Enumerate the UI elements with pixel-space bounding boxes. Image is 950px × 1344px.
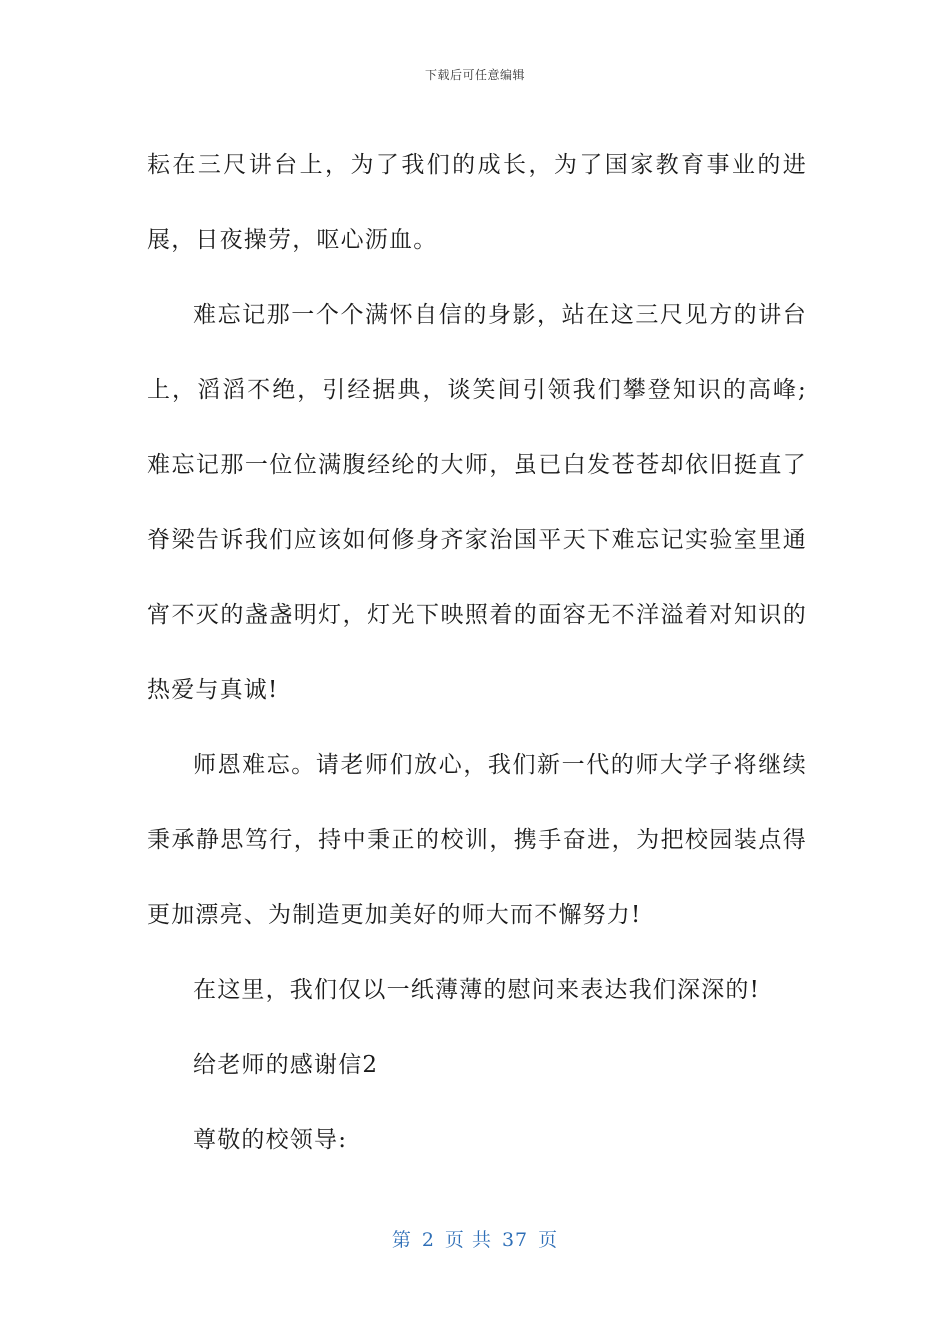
document-body [147, 128, 807, 1178]
paragraph-memories: 难忘记那一个个满怀自信的身影，站在这三尺见方的讲台上，滔滔不绝，引经据典，谈笑间引领我们攀登知识的高峰;难忘记那一位位满腹经纶的大师，虽已白发苍苍却依旧挺直了脊梁告诉我们应该如何修身齐家治国平天下难忘记实验室里通宵不灭的盏盏明灯，灯光下映照着的面容无不洋溢着对知识的热爱与真诚! [147, 302, 807, 703]
page-footer [0, 1225, 950, 1252]
footer-suffix: 页 [538, 1229, 559, 1251]
salutation: 尊敬的校领导: [193, 1127, 348, 1153]
paragraph-gratitude: 师恩难忘。请老师们放心，我们新一代的师大学子将继续秉承静思笃行，持中秉正的校训，携手奋进，为把校园装点得更加漂亮、为制造更加美好的师大而不懈努力! [147, 752, 807, 928]
paragraph-closing: 在这里，我们仅以一纸薄薄的慰问来表达我们深深的! [193, 977, 761, 1003]
footer-prefix: 第 [391, 1229, 412, 1251]
footer-page-number: 2 [421, 1229, 435, 1251]
section-title: 给老师的感谢信2 [193, 1052, 379, 1078]
footer-total-pages: 37 [501, 1229, 529, 1251]
paragraph-continuation: 耘在三尺讲台上，为了我们的成长，为了国家教育事业的进展，日夜操劳，呕心沥血。 [147, 152, 807, 253]
header-note: 下载后可任意编辑 [424, 68, 525, 82]
footer-mid: 页 共 [444, 1229, 492, 1251]
